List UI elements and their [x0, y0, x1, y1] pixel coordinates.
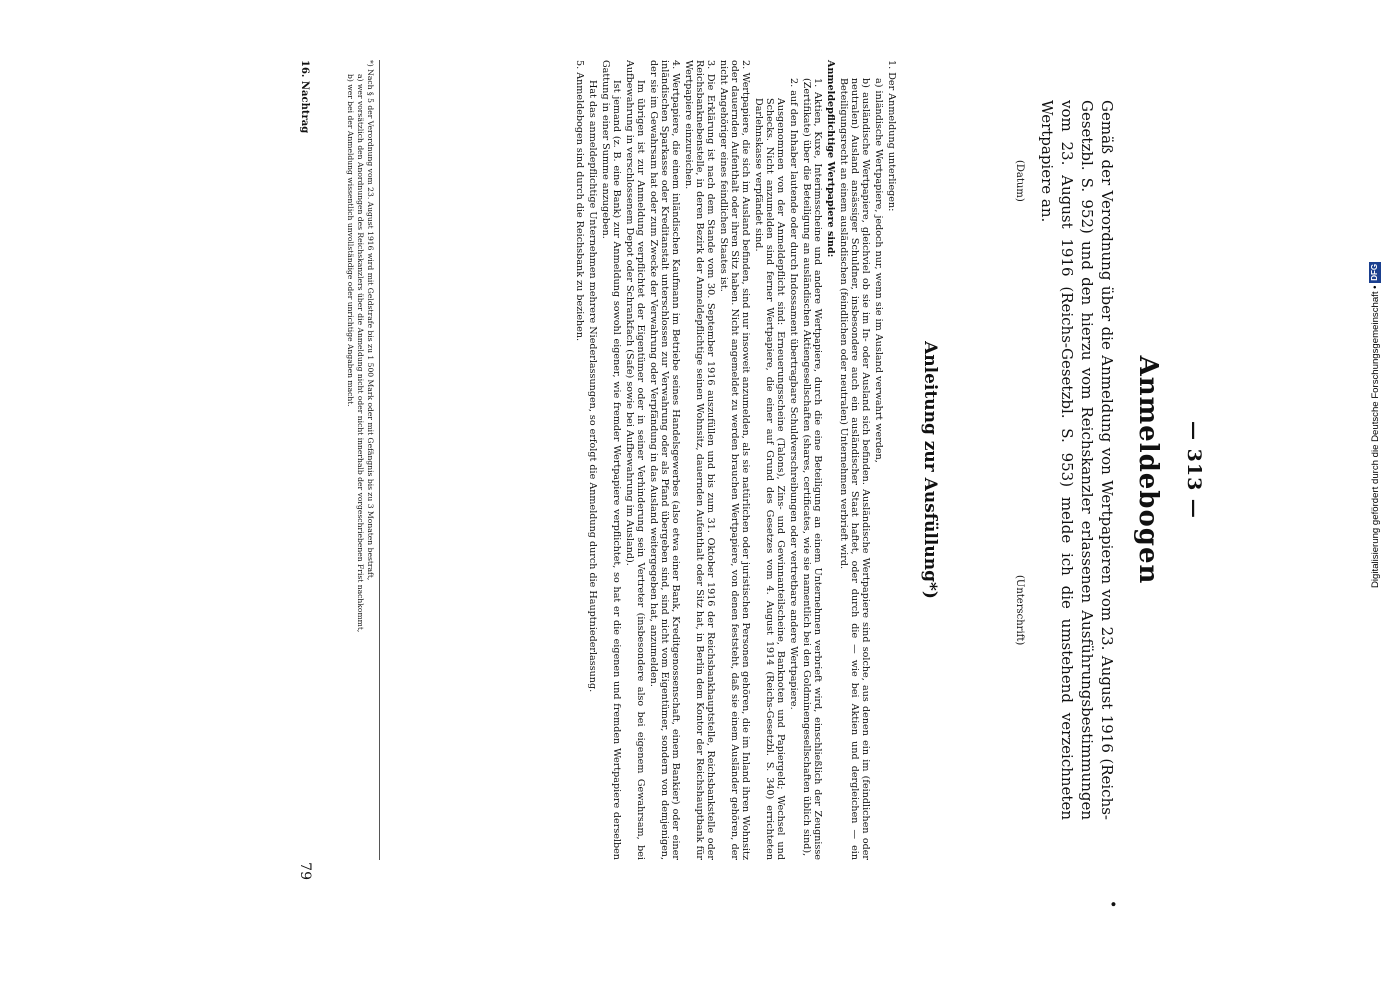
- item-1d: Ausgenommen von der Anmeldepflicht sind: Erneuerungsscheine (Talons), Zins- und Gewinnanteilscheine, Banknoten und Papiergeld; Wechsel und Schecks. Nicht anzumelden sind ferner Wertpapiere, die einer auf Grund des Gesetzes vom 4. August 1914 (Reichs-Gesetzbl. S. 340) errichteten Darlehnskasse verpfändet sind.: [753, 98, 786, 860]
- footnote-b: b) wer bei der Anmeldung wissentlich unvollständige oder unrichtige Angaben macht.: [346, 74, 355, 407]
- item-1c-2: 2. auf den Inhaber lautende oder durch Indossament übertragbare Schuldverschreibungen oder vertretbare andere Wertpapiere.: [788, 78, 799, 710]
- item-1c-heading: Anmeldepflichtige Wertpapiere sind:: [825, 60, 836, 258]
- item-2: 2. Wertpapiere, die sich im Ausland befinden, sind nur insoweit anzumelden, als sie natürlichen oder juristischen Personen gehören, die im Inland ihren Wohnsitz oder dauernden Aufenthalt oder ihren Sitz haben. Nicht angemeldet zu werden brauchen Wertpapiere, von denen feststeht, daß sie einem Ausländer gehören, der nicht Angehöriger eines feindlichen Staates ist.: [718, 60, 751, 860]
- section-title: Anleitung zur Ausfüllung*): [920, 341, 940, 599]
- intro-paragraph: Gemäß der Verordnung über die Anmeldung von Wertpapieren vom 23. August 1916 (Reichs-Gesetzbl. S. 952) und den hierzu vom Reichskanzler erlassenen Ausführungsbestimmungen vom 23. August 1916 (Reichs-Gesetzbl. S. 953) melde ich die umstehend verzeichneten Wertpapiere an.: [1038, 100, 1116, 820]
- rotated-page-content: [255, 20, 1215, 920]
- item-1c-1: 1. Aktien, Kuxe, Interimsscheine und andere Wertpapiere, durch die eine Beteiligung an einem Unternehmen verbrieft wird, einschließlich der Zeugnisse (Zertifikate) über die Beteiligung an ausländischen Aktiengesellschaften (shares, certificates, wie sie namentlich bei den Goldminengesellschaften üblich sind),: [801, 78, 823, 860]
- item-4: 4. Wertpapiere, die einem inländischen Kaufmann im Betriebe seines Handelsgewerbes (also etwa einer Bank, Kreditgenossenschaft, einem Bankier) oder einer inländischen Sparkasse oder Kreditanstalt unterschlossen zur Verwahrung oder als Pfand übergeben sind, sind nicht vom Eigentümer, sondern von demjenigen, der sie im Gewahrsam hat oder zum Zwecke der Verwahrung oder Verpfändung in das Ausland weitergegeben hat, anzumelden.: [648, 60, 681, 860]
- footnotes: [345, 60, 380, 860]
- scanned-page: [255, 20, 1215, 920]
- funding-credit: [1368, 8, 1383, 588]
- item-3: 3. Die Erklärung ist nach dem Stande vom 30. September 1916 auszufüllen und bis zum 31. Oktober 1916 der Reichsbankhauptstelle, Reichsbankstelle oder Reichsbanknebenstelle, in deren Bezirk der Anmeldepflichtige seinen Wohnsitz, dauernden Aufenthalt oder Sitz hat, in Berlin dem Kontor der Reichshauptbank für Wertpapiere einzureichen.: [683, 60, 716, 860]
- footnote-a: a) wer vorsätzlich den Anordnungen des Reichskanzlers über die Anmeldung nicht oder nicht innerhalb der vorgeschriebenen Frist nachkommt,: [356, 74, 365, 633]
- unterschrift-label: (Unterschrift): [1014, 575, 1025, 646]
- datum-label: (Datum): [1014, 160, 1025, 202]
- funding-credit-text: [1368, 8, 1383, 588]
- item-1b: b) ausländische Wertpapiere, gleichviel ob sie im In- oder Ausland sich befinden. Ausländische Wertpapiere sind solche, aus denen ein im (feindlichen oder neutralen) Ausland ansässiger Schuldner, insbesondere auch ein ausländischer Staat haftet, oder durch die — wie bei Aktien und dergleichen — ein Beteiligungsrecht an einem ausländischen (feindlichen oder neutralen) Unternehmen verbrieft wird.: [838, 78, 871, 860]
- item-4b: Im übrigen ist zur Anmeldung verpflichtet der Eigentümer oder in seiner Verhinderung sein Vertreter (insbesondere also bei eigenem Gewahrsam, bei Aufbewahrung in verschlossenem Depot oder Schrankfach (Safe) sowie bei Aufbewahrung im Ausland).: [624, 60, 646, 860]
- item-1: 1. Der Anmeldung unterliegen:: [886, 60, 897, 212]
- page-title: Anmeldebogen: [1133, 355, 1163, 585]
- item-4d: Hat das anmeldepflichtige Unternehmen mehrere Niederlassungen, so erfolgt die Anmeldung durch die Hauptniederlassung.: [587, 80, 598, 693]
- page-number-bottom: 79: [297, 862, 313, 880]
- instructions-body: [572, 60, 897, 860]
- sidebar-text: Digitalisierung gefördert durch die Deutsche Forschungsgemeinschaft •: [1370, 285, 1381, 588]
- item-4c: Ist jemand (z. B. eine Bank) zur Anmeldung sowohl eigener, wie fremder Wertpapiere verpflichtet, so hat er die eigenen und fremden Wertpapiere derselben Gattung in einer Summe anzugeben.: [600, 60, 622, 860]
- item-5: 5. Anmeldebogen sind durch die Reichsbank zu beziehen.: [574, 60, 585, 342]
- item-1a: a) inländische Wertpapiere, jedoch nur, wenn sie im Ausland verwahrt werden,: [873, 78, 884, 463]
- nachtrag-label: 16. Nachtrag: [299, 60, 310, 134]
- footnote-main: *) Nach § 5 der Verordnung vom 23. August 1916 wird mit Geldstrafe bis zu 1 500 Mark oder mit Gefängnis bis zu 3 Monaten bestraft,: [366, 60, 375, 581]
- page-number-top: — 313 —: [1183, 421, 1205, 519]
- dfg-logo: DFG: [1370, 263, 1380, 281]
- ink-dot: •: [1104, 900, 1120, 909]
